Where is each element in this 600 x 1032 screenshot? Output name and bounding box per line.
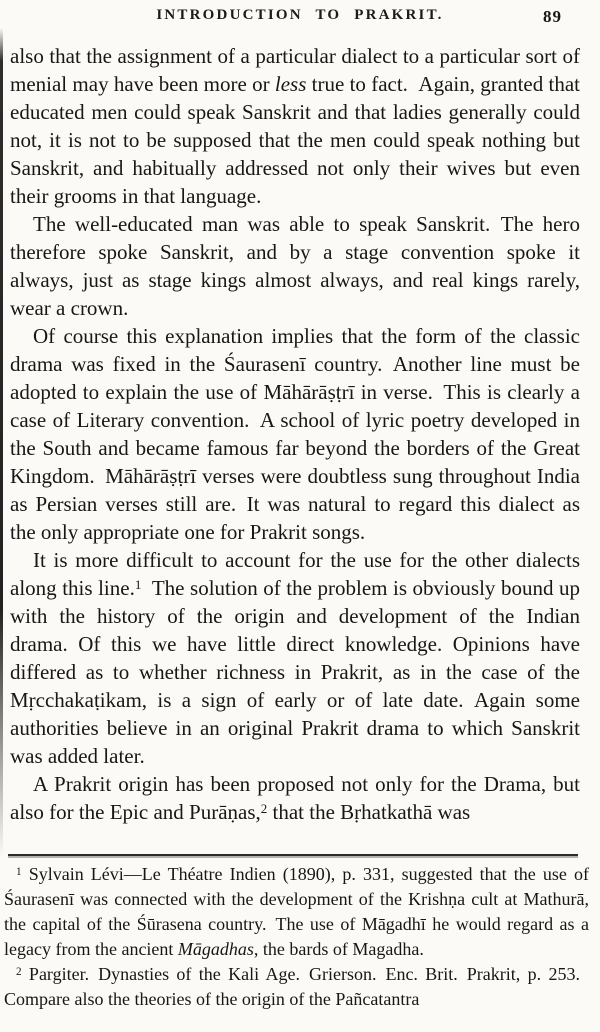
paragraph (10, 42, 580, 210)
paragraph (10, 770, 580, 826)
running-title: INTRODUCTION TO PRAKRIT. (156, 7, 444, 23)
paragraph (10, 210, 580, 322)
page-number: 89 (543, 7, 562, 26)
text-segment: It is more difficult to account for the use for the other dialects along this line. (10, 548, 580, 600)
text-segment: , the bards of Magadha. (253, 939, 424, 959)
page-header (0, 7, 600, 33)
text-segment: The solution of the problem is obviously bound up with the history of the origin and development of the Indian drama. Of this we have little direct knowledge. Opinions have differed as to whether richness in Prakrit, as in the case of the Mṛcchakaṭikam, is a sign of early or of late date. Again some authorities believe in an original Prakrit drama to which Sanskrit was added later. (10, 576, 580, 768)
scan-edge-artifact (0, 28, 3, 858)
footnote-marker: 1 (16, 865, 22, 878)
paragraph (10, 322, 580, 546)
text-segment: Sylvain Lévi—Le Théatre Indien (1890), p. 331, suggested that the use of Śaurasenī was connected with the development of the Krishṇa cult at Mathurā, the capital of the Śūrasena country. The use of Māgadhī he would regard as a legacy from the ancient (4, 864, 589, 959)
paragraph (10, 546, 580, 770)
text-segment: true to fact. Again, granted that educated men could speak Sanskrit and that ladies generally could not, it is not to be supposed that the men could speak nothing but Sanskrit, and habitually addressed not only their wives but even their grooms in that language. (10, 72, 581, 208)
footnotes (4, 862, 589, 1012)
body-text (10, 42, 580, 826)
text-segment: also that the assignment of a particular dialect to a particular sort of menial may have been more or (10, 44, 580, 96)
text-segment: The well-educated man was able to speak Sanskrit. The hero therefore spoke Sanskrit, and by a stage convention spoke it always, just as stage kings almost always, and real kings rarely, wear a crown. (10, 212, 580, 320)
text-segment: Pargiter. Dynasties of the Kali Age. Grierson. Enc. Brit. Prakrit, p. 253. Compare also the theories of the origin of the Pañcatantra (4, 964, 589, 1009)
footnote (4, 962, 589, 1012)
text-segment: Māgadhas (177, 939, 254, 959)
footnote-marker: 2 (16, 965, 22, 978)
footnote-divider (8, 854, 578, 856)
text-segment: less (274, 72, 307, 96)
footnote-marker: 1 (134, 577, 142, 593)
text-segment: Of course this explanation implies that the form of the classic drama was fixed in the Śaurasenī country. Another line must be adopted to explain the use of Māhārāṣṭrī in verse. This is clearly a case of Literary convention. A school of lyric poetry developed in the South and became famous far beyond the borders of the Great Kingdom. Māhārāṣṭrī verses were doubtless sung throughout India as Persian verses still are. It was natural to regard this dialect as the only appropriate one for Prakrit songs. (10, 324, 580, 544)
footnote-marker: 2 (260, 801, 268, 817)
text-segment: A Prakrit origin has been proposed not only for the Drama, but also for the Epic and Purāṇas, (10, 772, 580, 824)
footnote (4, 862, 589, 962)
text-segment: that the Bṛhatkathā was (267, 800, 471, 824)
